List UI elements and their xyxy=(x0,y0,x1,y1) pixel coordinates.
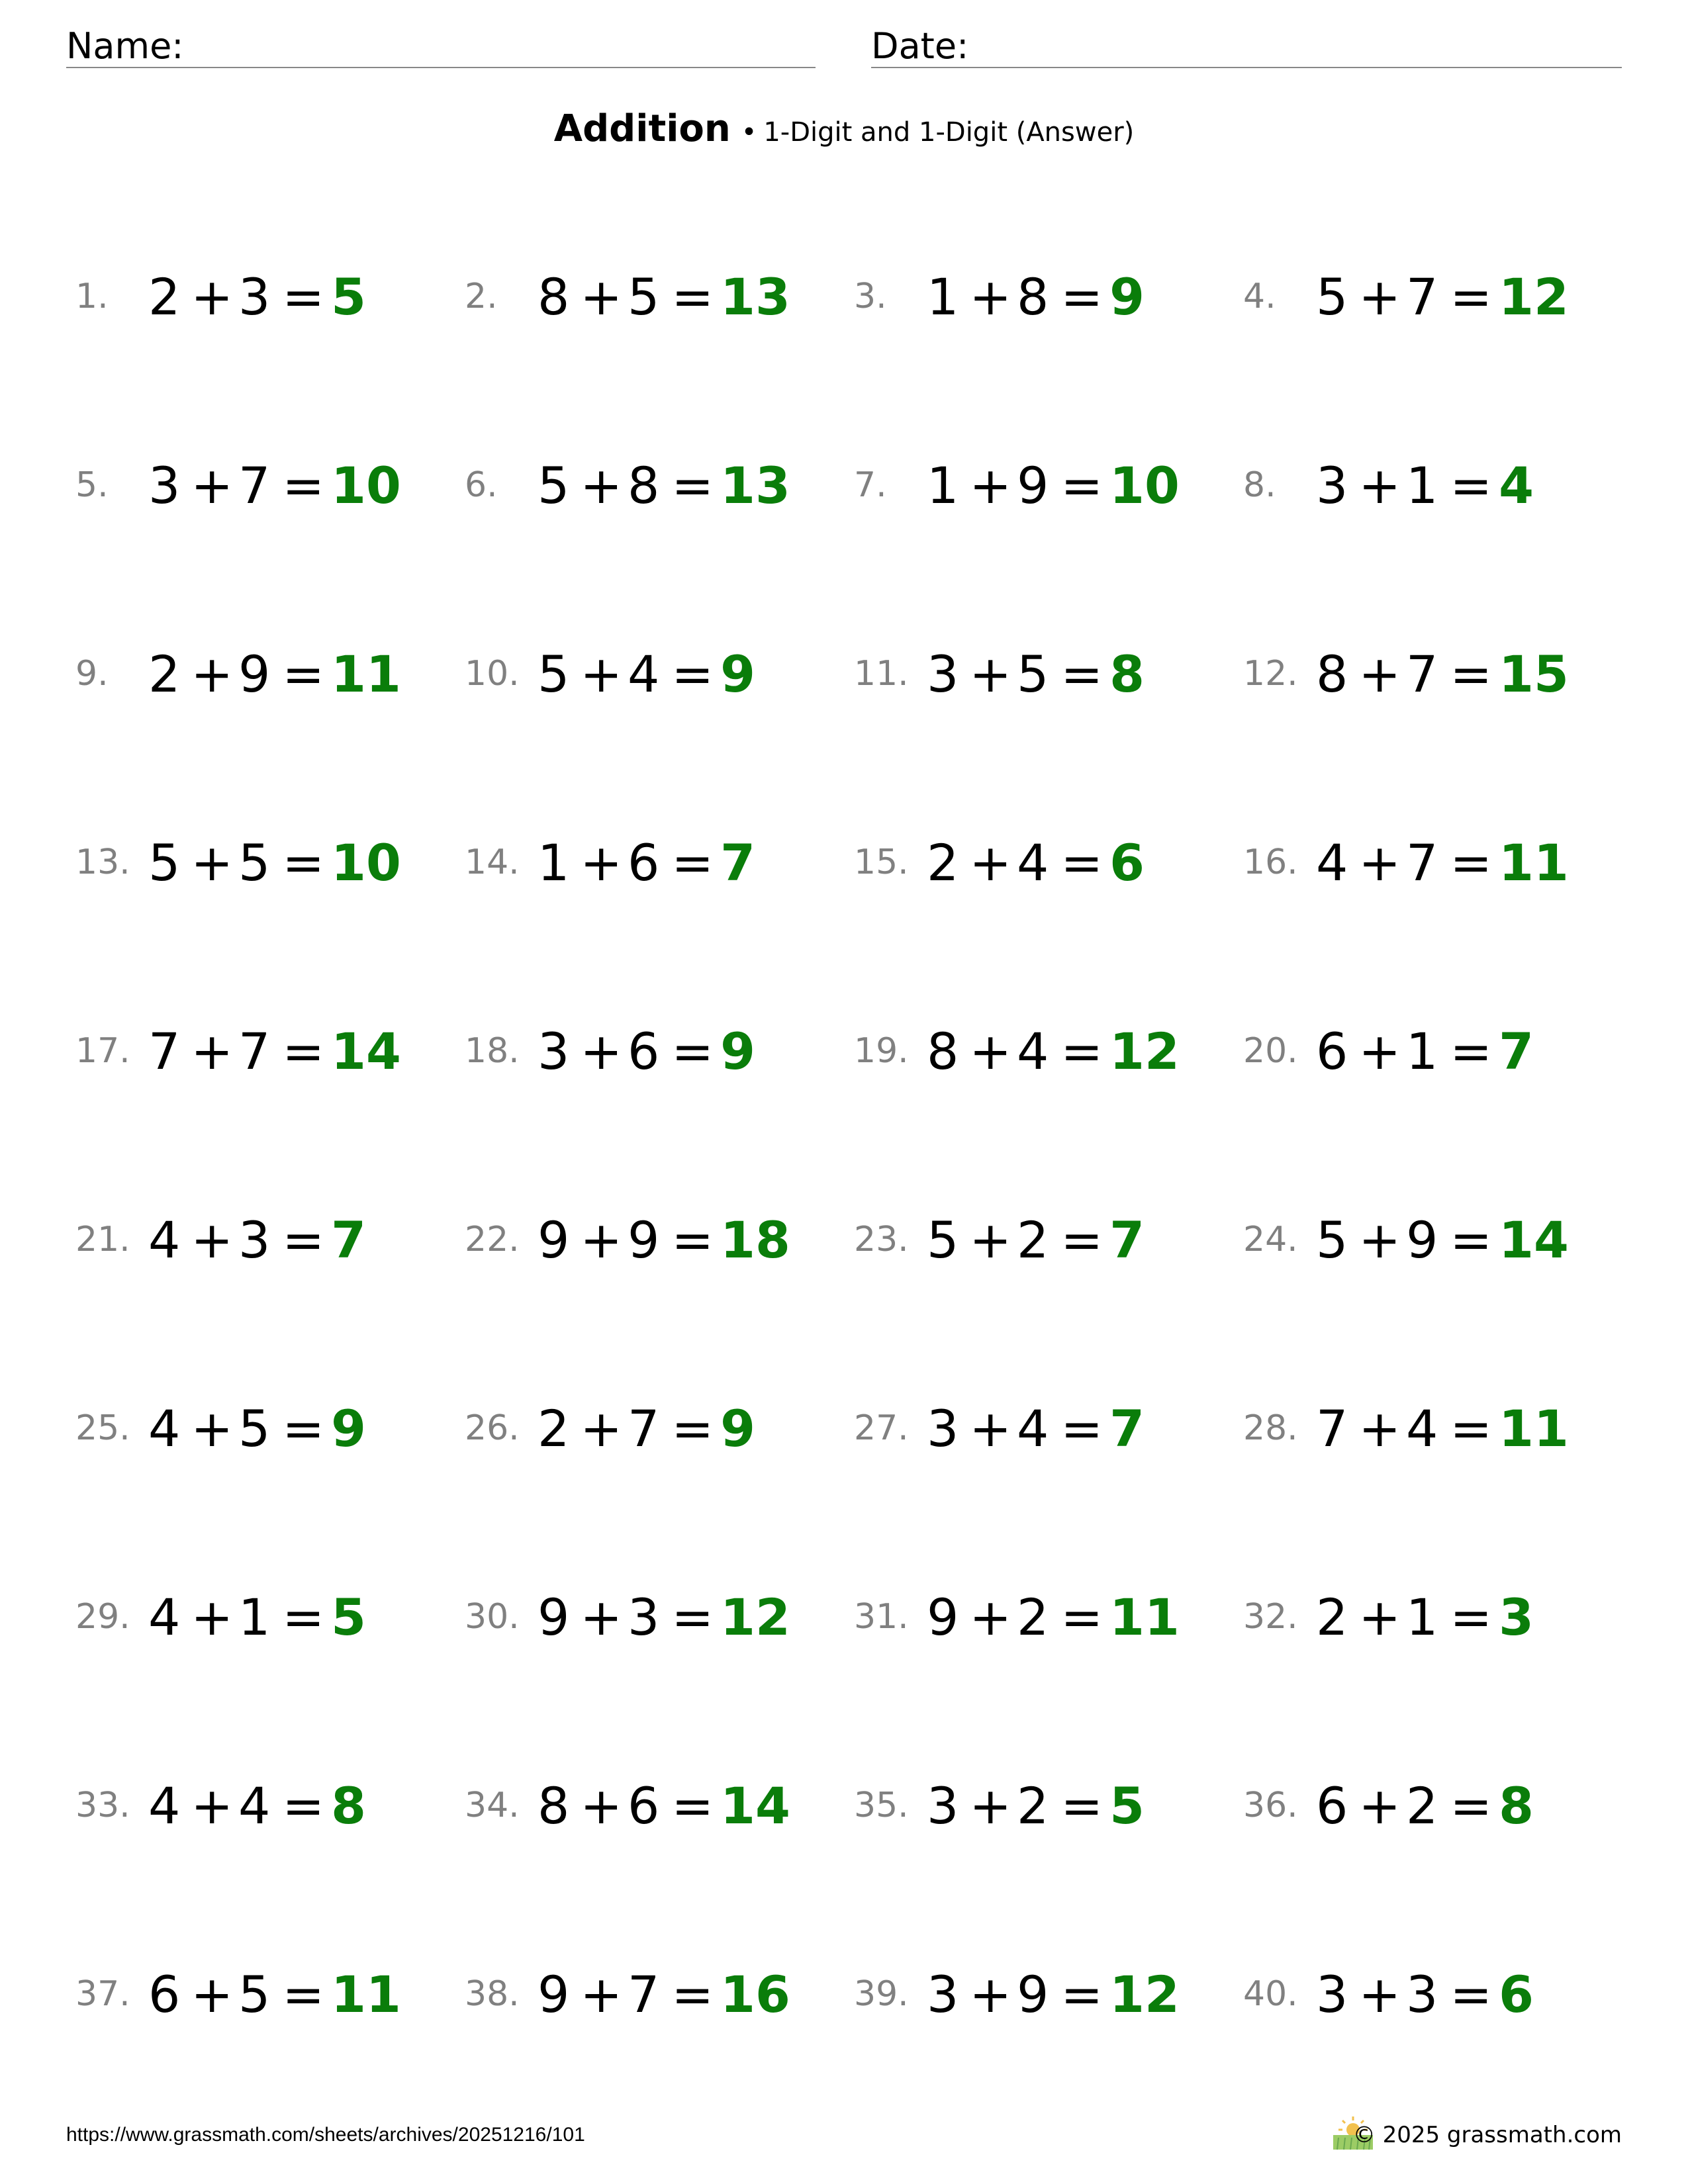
operand-b: 9 xyxy=(238,645,271,704)
operand-a: 9 xyxy=(927,1588,959,1647)
answer: 14 xyxy=(720,1776,790,1835)
problem-number: 13. xyxy=(75,842,130,882)
answer: 16 xyxy=(720,1965,790,2024)
operand-a: 3 xyxy=(927,1776,959,1835)
footer-copyright: © 2025 grassmath.com xyxy=(1352,2122,1622,2148)
problem-equation xyxy=(538,1965,790,2025)
operand-a: 8 xyxy=(538,1776,570,1835)
problem-number: 27. xyxy=(854,1408,909,1448)
equals-sign: = xyxy=(1450,833,1493,892)
equals-sign: = xyxy=(282,1210,325,1269)
problem-equation xyxy=(148,456,401,516)
plus-sign: + xyxy=(1358,267,1401,326)
plus-sign: + xyxy=(191,456,234,515)
problem-number: 25. xyxy=(75,1408,130,1448)
equals-sign: = xyxy=(1060,267,1103,326)
operand-a: 7 xyxy=(148,1022,181,1081)
operand-b: 2 xyxy=(1017,1210,1049,1269)
problem-equation xyxy=(927,1588,1180,1647)
equals-sign: = xyxy=(1450,1965,1493,2024)
problem-number: 12. xyxy=(1243,654,1298,694)
problem-equation xyxy=(1316,1588,1534,1647)
problem-equation xyxy=(927,1776,1145,1836)
equals-sign: = xyxy=(1060,1776,1103,1835)
problem-equation xyxy=(538,267,790,327)
problem-number: 26. xyxy=(465,1408,520,1448)
answer: 9 xyxy=(331,1399,366,1458)
answer: 8 xyxy=(1109,645,1145,704)
operand-a: 8 xyxy=(927,1022,959,1081)
equals-sign: = xyxy=(282,1965,325,2024)
problem-number: 9. xyxy=(75,654,109,694)
equals-sign: = xyxy=(282,833,325,892)
operand-b: 5 xyxy=(238,1965,271,2024)
operand-a: 5 xyxy=(1316,1210,1348,1269)
problem-equation xyxy=(927,1210,1145,1270)
problem-number: 17. xyxy=(75,1031,130,1071)
problem-number: 22. xyxy=(465,1220,520,1259)
plus-sign: + xyxy=(969,645,1012,704)
answer: 11 xyxy=(331,1965,401,2024)
problem-equation xyxy=(538,456,790,516)
plus-sign: + xyxy=(1358,1588,1401,1647)
operand-b: 7 xyxy=(238,1022,271,1081)
operand-b: 8 xyxy=(1017,267,1049,326)
operand-a: 2 xyxy=(148,645,181,704)
operand-b: 4 xyxy=(1017,1399,1049,1458)
problem-equation xyxy=(538,1210,790,1270)
problem-equation xyxy=(538,1399,755,1459)
operand-a: 4 xyxy=(148,1399,181,1458)
answer: 7 xyxy=(1499,1022,1534,1081)
operand-b: 5 xyxy=(628,267,660,326)
answer: 11 xyxy=(331,645,401,704)
operand-b: 6 xyxy=(628,1776,660,1835)
plus-sign: + xyxy=(1358,1210,1401,1269)
operand-a: 8 xyxy=(1316,645,1348,704)
operand-a: 9 xyxy=(538,1210,570,1269)
answer: 7 xyxy=(720,833,755,892)
answer: 13 xyxy=(720,456,790,515)
problem-equation xyxy=(1316,1965,1534,2025)
problem-equation xyxy=(927,456,1180,516)
operand-b: 5 xyxy=(238,833,271,892)
operand-b: 6 xyxy=(628,833,660,892)
answer: 5 xyxy=(1109,1776,1145,1835)
problem-number: 36. xyxy=(1243,1786,1298,1825)
problem-number: 14. xyxy=(465,842,520,882)
equals-sign: = xyxy=(1060,1588,1103,1647)
operand-a: 9 xyxy=(538,1965,570,2024)
problem-equation xyxy=(927,267,1145,327)
operand-b: 1 xyxy=(1406,1022,1438,1081)
plus-sign: + xyxy=(580,1588,623,1647)
operand-a: 5 xyxy=(148,833,181,892)
operand-a: 9 xyxy=(538,1588,570,1647)
equals-sign: = xyxy=(1060,645,1103,704)
problem-number: 35. xyxy=(854,1786,909,1825)
problem-equation xyxy=(148,833,401,893)
plus-sign: + xyxy=(191,1210,234,1269)
operand-a: 1 xyxy=(538,833,570,892)
title-main: Addition xyxy=(553,107,731,150)
problem-equation xyxy=(538,1588,790,1647)
operand-b: 2 xyxy=(1017,1776,1049,1835)
plus-sign: + xyxy=(1358,1399,1401,1458)
problem-equation xyxy=(538,1022,755,1081)
problem-equation xyxy=(927,1965,1180,2025)
operand-a: 3 xyxy=(1316,1965,1348,2024)
problem-number: 7. xyxy=(854,465,887,505)
answer: 6 xyxy=(1109,833,1145,892)
problem-number: 32. xyxy=(1243,1597,1298,1637)
plus-sign: + xyxy=(191,267,234,326)
problem-number: 15. xyxy=(854,842,909,882)
equals-sign: = xyxy=(1450,456,1493,515)
answer: 9 xyxy=(720,1022,755,1081)
plus-sign: + xyxy=(580,267,623,326)
operand-a: 6 xyxy=(1316,1776,1348,1835)
plus-sign: + xyxy=(191,1399,234,1458)
problem-equation xyxy=(538,645,755,704)
plus-sign: + xyxy=(969,1588,1012,1647)
answer: 4 xyxy=(1499,456,1534,515)
operand-a: 5 xyxy=(1316,267,1348,326)
operand-b: 4 xyxy=(628,645,660,704)
operand-a: 3 xyxy=(148,456,181,515)
operand-b: 7 xyxy=(628,1399,660,1458)
equals-sign: = xyxy=(1450,1022,1493,1081)
problem-number: 30. xyxy=(465,1597,520,1637)
problem-equation xyxy=(148,1210,366,1270)
plus-sign: + xyxy=(1358,456,1401,515)
operand-b: 4 xyxy=(1017,1022,1049,1081)
problem-equation xyxy=(148,1965,401,2025)
problem-number: 24. xyxy=(1243,1220,1298,1259)
problem-equation xyxy=(1316,1022,1534,1081)
operand-a: 4 xyxy=(148,1210,181,1269)
problem-number: 37. xyxy=(75,1974,130,2014)
answer: 12 xyxy=(1109,1022,1180,1081)
operand-b: 8 xyxy=(628,456,660,515)
operand-b: 7 xyxy=(628,1965,660,2024)
plus-sign: + xyxy=(969,267,1012,326)
answer: 15 xyxy=(1499,645,1569,704)
problem-number: 31. xyxy=(854,1597,909,1637)
operand-b: 6 xyxy=(628,1022,660,1081)
problem-equation xyxy=(927,1022,1180,1081)
operand-a: 7 xyxy=(1316,1399,1348,1458)
operand-b: 7 xyxy=(1406,833,1438,892)
plus-sign: + xyxy=(580,1022,623,1081)
operand-b: 5 xyxy=(1017,645,1049,704)
answer: 10 xyxy=(1109,456,1180,515)
operand-a: 2 xyxy=(538,1399,570,1458)
problem-number: 5. xyxy=(75,465,109,505)
operand-a: 5 xyxy=(538,645,570,704)
answer: 11 xyxy=(1499,1399,1569,1458)
operand-a: 2 xyxy=(927,833,959,892)
problem-equation xyxy=(927,645,1145,704)
operand-b: 3 xyxy=(238,267,271,326)
operand-a: 1 xyxy=(927,267,959,326)
operand-a: 5 xyxy=(538,456,570,515)
problem-number: 23. xyxy=(854,1220,909,1259)
problem-number: 2. xyxy=(465,277,498,316)
plus-sign: + xyxy=(191,1965,234,2024)
equals-sign: = xyxy=(282,1022,325,1081)
plus-sign: + xyxy=(969,1776,1012,1835)
problem-equation xyxy=(148,1588,366,1647)
operand-a: 8 xyxy=(538,267,570,326)
plus-sign: + xyxy=(580,456,623,515)
plus-sign: + xyxy=(580,1965,623,2024)
operand-a: 1 xyxy=(927,456,959,515)
plus-sign: + xyxy=(1358,1965,1401,2024)
operand-b: 2 xyxy=(1017,1588,1049,1647)
problem-number: 33. xyxy=(75,1786,130,1825)
operand-b: 9 xyxy=(628,1210,660,1269)
problem-number: 28. xyxy=(1243,1408,1298,1448)
date-label: Date: xyxy=(871,25,969,67)
operand-b: 4 xyxy=(1017,833,1049,892)
footer-url[interactable]: https://www.grassmath.com/sheets/archives/20251216/101 xyxy=(66,2124,585,2146)
problem-equation xyxy=(538,1776,790,1836)
equals-sign: = xyxy=(671,1022,714,1081)
answer: 8 xyxy=(1499,1776,1534,1835)
equals-sign: = xyxy=(282,267,325,326)
answer: 9 xyxy=(720,1399,755,1458)
answer: 5 xyxy=(331,267,366,326)
plus-sign: + xyxy=(969,833,1012,892)
operand-b: 3 xyxy=(238,1210,271,1269)
operand-b: 1 xyxy=(238,1588,271,1647)
equals-sign: = xyxy=(1060,1210,1103,1269)
equals-sign: = xyxy=(1060,1022,1103,1081)
equals-sign: = xyxy=(671,833,714,892)
operand-b: 7 xyxy=(238,456,271,515)
problem-equation xyxy=(1316,1210,1569,1270)
equals-sign: = xyxy=(1450,1210,1493,1269)
problem-equation xyxy=(1316,833,1569,893)
operand-a: 4 xyxy=(148,1776,181,1835)
problem-equation xyxy=(927,833,1145,893)
problem-number: 34. xyxy=(465,1786,520,1825)
equals-sign: = xyxy=(671,1399,714,1458)
equals-sign: = xyxy=(1060,1399,1103,1458)
answer: 7 xyxy=(1109,1399,1145,1458)
operand-b: 1 xyxy=(1406,1588,1438,1647)
plus-sign: + xyxy=(969,456,1012,515)
equals-sign: = xyxy=(282,456,325,515)
operand-b: 5 xyxy=(238,1399,271,1458)
operand-a: 3 xyxy=(927,1399,959,1458)
equals-sign: = xyxy=(671,1588,714,1647)
plus-sign: + xyxy=(580,1776,623,1835)
problem-number: 4. xyxy=(1243,277,1276,316)
plus-sign: + xyxy=(1358,645,1401,704)
answer: 8 xyxy=(331,1776,366,1835)
operand-a: 2 xyxy=(148,267,181,326)
operand-b: 4 xyxy=(1406,1399,1438,1458)
operand-a: 5 xyxy=(927,1210,959,1269)
operand-b: 9 xyxy=(1017,456,1049,515)
problem-equation xyxy=(1316,1399,1569,1459)
operand-a: 3 xyxy=(927,645,959,704)
problem-number: 39. xyxy=(854,1974,909,2014)
answer: 11 xyxy=(1109,1588,1180,1647)
equals-sign: = xyxy=(1450,267,1493,326)
answer: 9 xyxy=(1109,267,1145,326)
plus-sign: + xyxy=(580,1210,623,1269)
title-separator: • xyxy=(741,117,757,148)
answer: 12 xyxy=(720,1588,790,1647)
name-label: Name: xyxy=(66,25,184,67)
problem-number: 11. xyxy=(854,654,909,694)
operand-a: 3 xyxy=(927,1965,959,2024)
problem-equation xyxy=(1316,645,1569,704)
problem-number: 6. xyxy=(465,465,498,505)
plus-sign: + xyxy=(1358,1022,1401,1081)
problem-equation xyxy=(927,1399,1145,1459)
equals-sign: = xyxy=(671,1776,714,1835)
equals-sign: = xyxy=(1450,645,1493,704)
operand-b: 9 xyxy=(1017,1965,1049,2024)
problem-number: 1. xyxy=(75,277,109,316)
operand-a: 4 xyxy=(148,1588,181,1647)
problem-equation xyxy=(1316,456,1534,516)
problem-number: 18. xyxy=(465,1031,520,1071)
equals-sign: = xyxy=(671,1965,714,2024)
plus-sign: + xyxy=(580,1399,623,1458)
problem-equation xyxy=(538,833,755,893)
plus-sign: + xyxy=(580,833,623,892)
problem-number: 19. xyxy=(854,1031,909,1071)
answer: 13 xyxy=(720,267,790,326)
equals-sign: = xyxy=(1060,833,1103,892)
operand-b: 7 xyxy=(1406,267,1438,326)
problem-equation xyxy=(148,1776,366,1836)
answer: 14 xyxy=(1499,1210,1569,1269)
operand-b: 3 xyxy=(1406,1965,1438,2024)
equals-sign: = xyxy=(1060,1965,1103,2024)
operand-b: 7 xyxy=(1406,645,1438,704)
problem-number: 38. xyxy=(465,1974,520,2014)
equals-sign: = xyxy=(671,267,714,326)
problem-number: 20. xyxy=(1243,1031,1298,1071)
operand-a: 2 xyxy=(1316,1588,1348,1647)
answer: 10 xyxy=(331,833,401,892)
plus-sign: + xyxy=(191,1588,234,1647)
plus-sign: + xyxy=(191,1022,234,1081)
problem-equation xyxy=(148,1399,366,1459)
problem-equation xyxy=(1316,267,1569,327)
problem-number: 3. xyxy=(854,277,887,316)
answer: 12 xyxy=(1499,267,1569,326)
answer: 9 xyxy=(720,645,755,704)
answer: 7 xyxy=(1109,1210,1145,1269)
equals-sign: = xyxy=(1450,1776,1493,1835)
problem-equation xyxy=(148,645,401,704)
operand-b: 4 xyxy=(238,1776,271,1835)
operand-b: 9 xyxy=(1406,1210,1438,1269)
equals-sign: = xyxy=(1450,1399,1493,1458)
operand-b: 3 xyxy=(628,1588,660,1647)
plus-sign: + xyxy=(969,1965,1012,2024)
problem-equation xyxy=(148,1022,401,1081)
answer: 12 xyxy=(1109,1965,1180,2024)
operand-a: 3 xyxy=(1316,456,1348,515)
plus-sign: + xyxy=(580,645,623,704)
equals-sign: = xyxy=(282,1588,325,1647)
problem-equation xyxy=(1316,1776,1534,1836)
plus-sign: + xyxy=(1358,833,1401,892)
operand-b: 1 xyxy=(1406,456,1438,515)
answer: 18 xyxy=(720,1210,790,1269)
equals-sign: = xyxy=(282,1399,325,1458)
equals-sign: = xyxy=(671,456,714,515)
problem-number: 10. xyxy=(465,654,520,694)
operand-a: 6 xyxy=(1316,1022,1348,1081)
equals-sign: = xyxy=(282,1776,325,1835)
operand-a: 4 xyxy=(1316,833,1348,892)
title-sub: 1-Digit and 1-Digit (Answer) xyxy=(763,117,1135,148)
equals-sign: = xyxy=(671,645,714,704)
equals-sign: = xyxy=(282,645,325,704)
plus-sign: + xyxy=(1358,1776,1401,1835)
plus-sign: + xyxy=(191,645,234,704)
answer: 11 xyxy=(1499,833,1569,892)
plus-sign: + xyxy=(191,833,234,892)
problem-number: 40. xyxy=(1243,1974,1298,2014)
problem-number: 16. xyxy=(1243,842,1298,882)
plus-sign: + xyxy=(969,1210,1012,1269)
answer: 7 xyxy=(331,1210,366,1269)
operand-b: 2 xyxy=(1406,1776,1438,1835)
answer: 5 xyxy=(331,1588,366,1647)
problem-number: 8. xyxy=(1243,465,1276,505)
operand-a: 3 xyxy=(538,1022,570,1081)
equals-sign: = xyxy=(1450,1588,1493,1647)
answer: 3 xyxy=(1499,1588,1534,1647)
equals-sign: = xyxy=(1060,456,1103,515)
operand-a: 6 xyxy=(148,1965,181,2024)
equals-sign: = xyxy=(671,1210,714,1269)
plus-sign: + xyxy=(191,1776,234,1835)
plus-sign: + xyxy=(969,1399,1012,1458)
answer: 14 xyxy=(331,1022,401,1081)
plus-sign: + xyxy=(969,1022,1012,1081)
problem-number: 29. xyxy=(75,1597,130,1637)
answer: 6 xyxy=(1499,1965,1534,2024)
problem-number: 21. xyxy=(75,1220,130,1259)
answer: 10 xyxy=(331,456,401,515)
problem-equation xyxy=(148,267,366,327)
